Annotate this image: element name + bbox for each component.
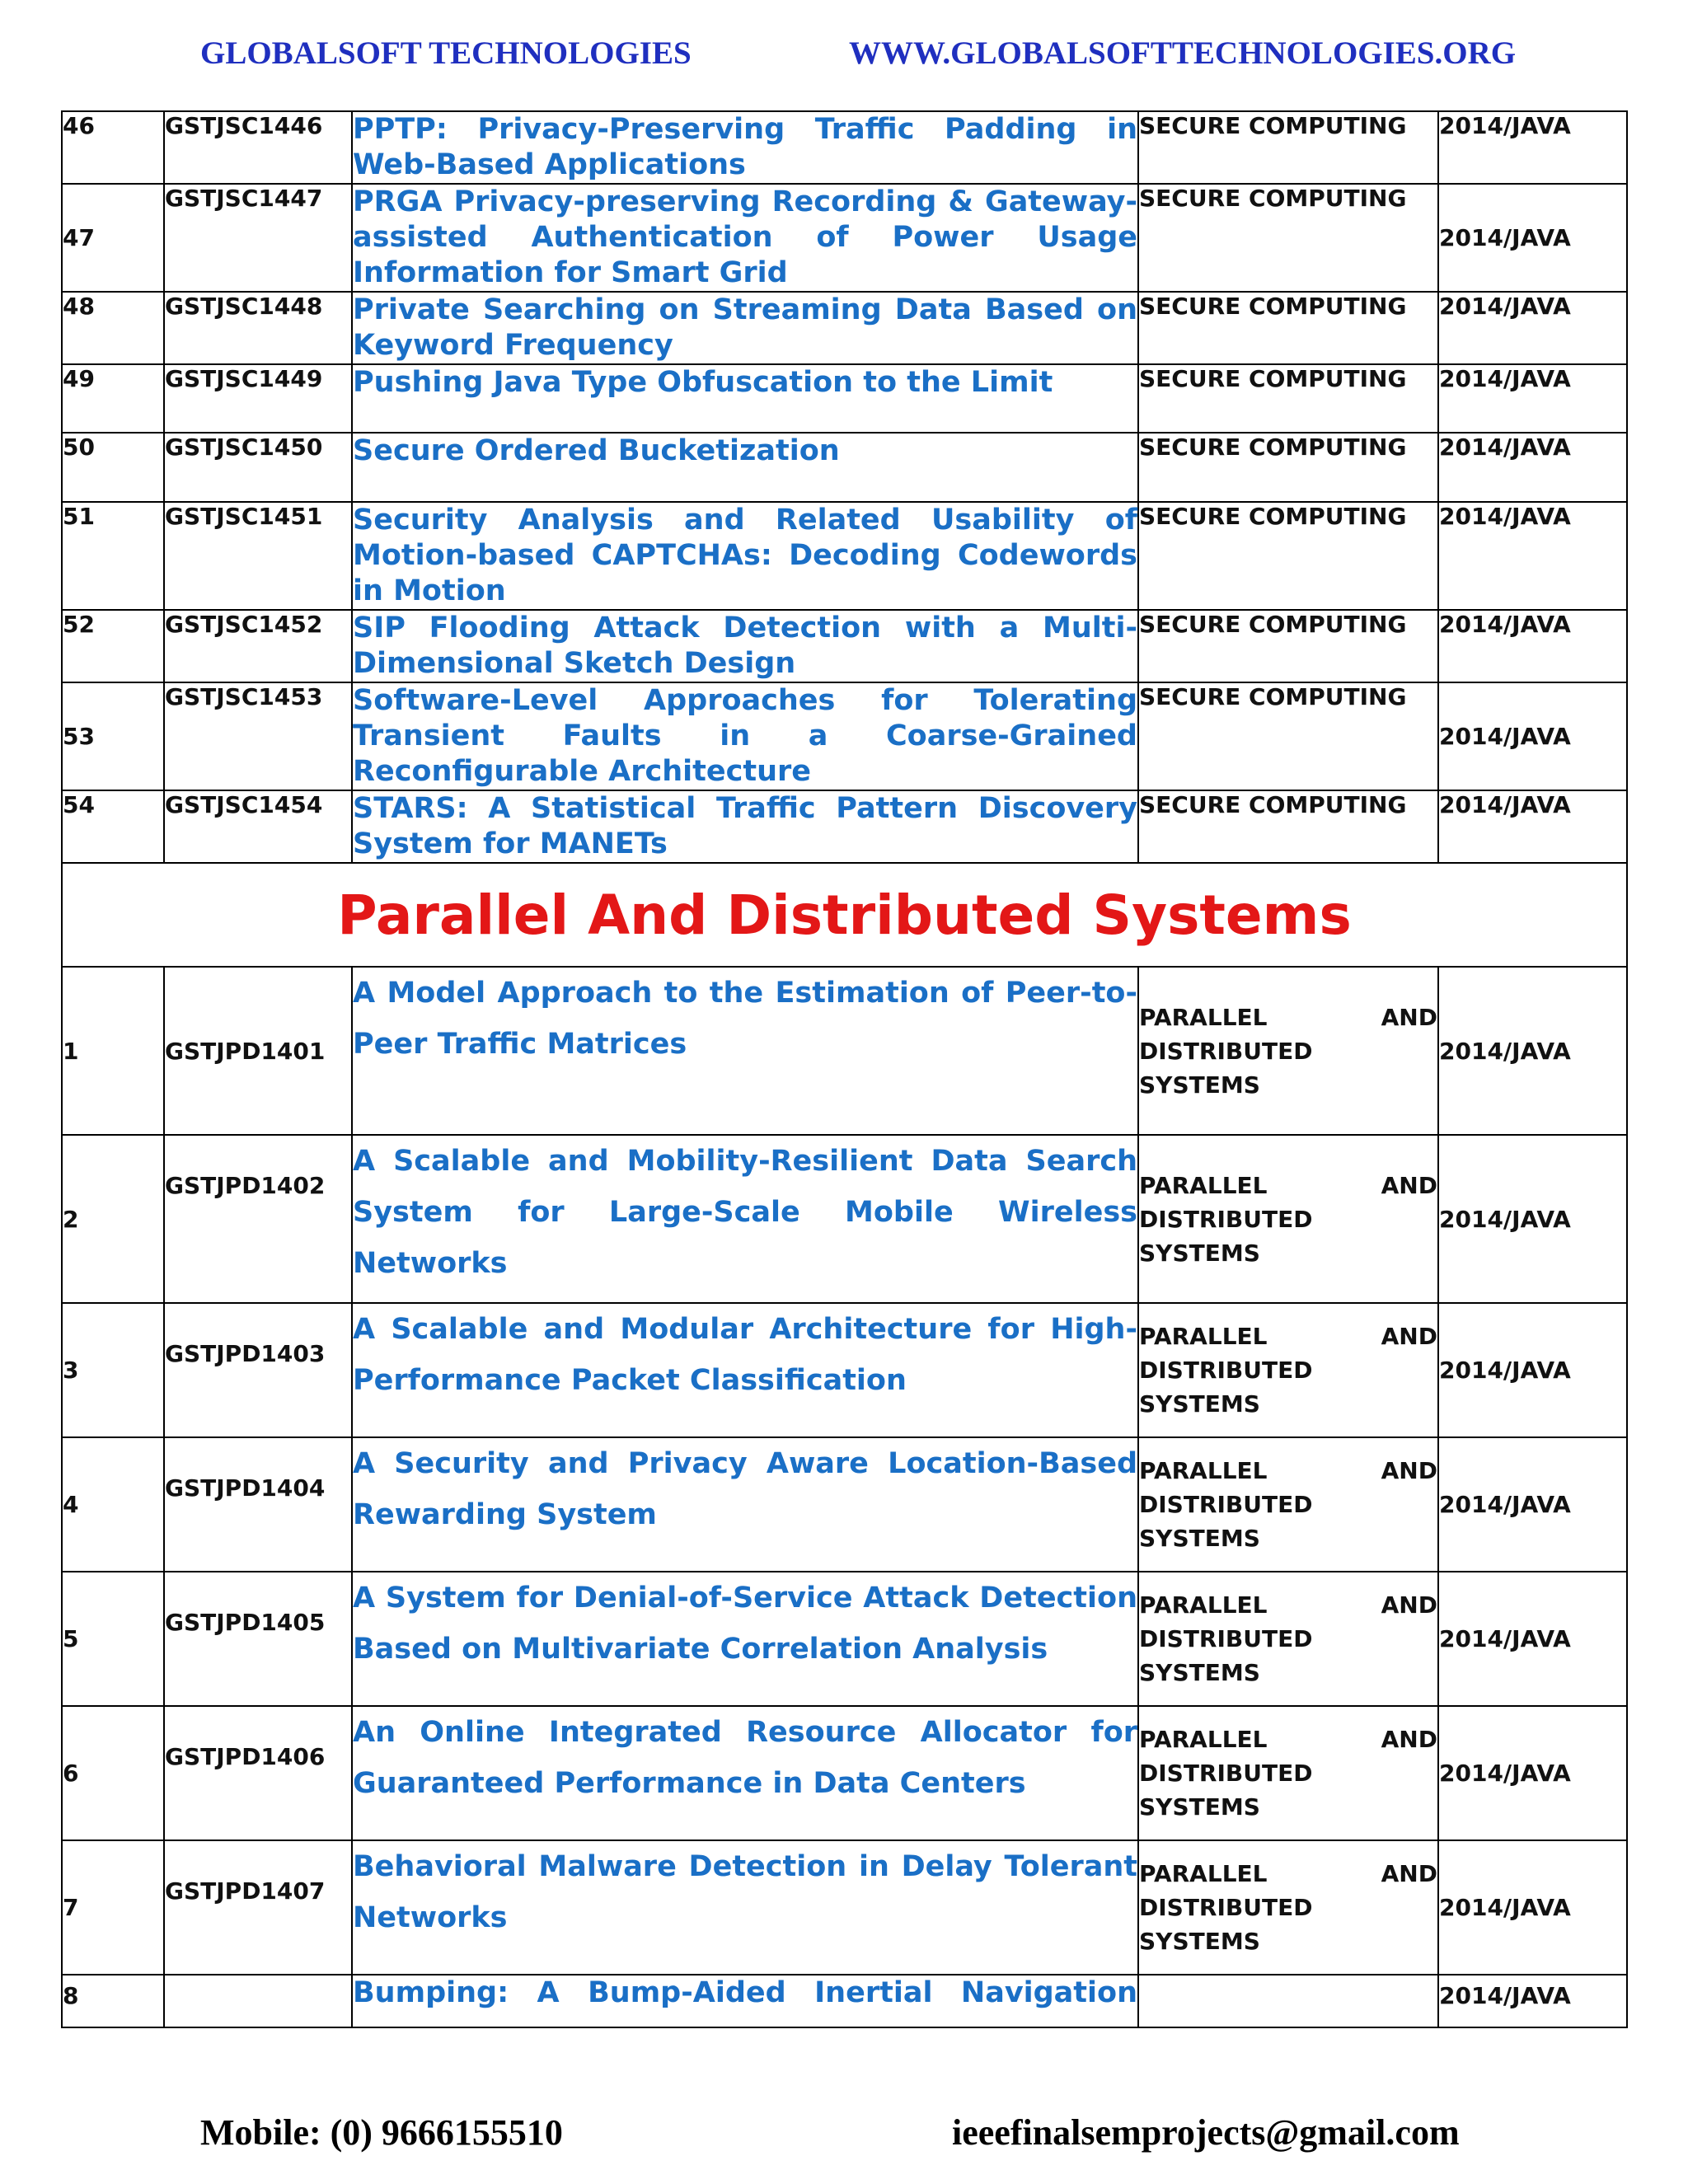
section-heading: Parallel And Distributed Systems [62,863,1627,967]
table-row [62,1975,1627,2027]
project-code: GSTJPD1405 [164,1572,352,1706]
project-domain: SECURE COMPUTING [1138,502,1438,610]
project-code: GSTJSC1451 [164,502,352,610]
domain-line: DISTRIBUTED SYSTEMS [1139,1357,1313,1418]
project-domain: SECURE COMPUTING [1138,433,1438,502]
domain-word: PARALLEL [1139,1860,1268,1887]
website-url: WWW.GLOBALSOFTTECHNOLOGIES.ORG [849,35,1517,71]
project-year: 2014/JAVA [1438,1840,1627,1975]
row-number: 50 [62,433,164,502]
project-title: A Security and Privacy Aware Location-Based Rewarding System [352,1437,1138,1572]
domain-word: PARALLEL [1139,1171,1268,1199]
project-code: GSTJPD1401 [164,967,352,1135]
project-code: GSTJSC1449 [164,364,352,433]
project-domain [1138,1303,1438,1437]
project-year: 2014/JAVA [1438,1135,1627,1303]
project-domain [1138,967,1438,1135]
project-code: GSTJPD1407 [164,1840,352,1975]
domain-line: DISTRIBUTED SYSTEMS [1139,1894,1313,1955]
project-table [61,110,1628,2028]
project-code: GSTJSC1454 [164,790,352,863]
project-code: GSTJSC1452 [164,610,352,682]
domain-word: AND [1381,1726,1437,1753]
table-row [62,1840,1627,1975]
project-title: PRGA Privacy-preserving Recording & Gateway-assisted Authentication of Power Usage Information for Smart Grid [352,184,1138,292]
project-year: 2014/JAVA [1438,111,1627,184]
project-title: Private Searching on Streaming Data Based on Keyword Frequency [352,292,1138,364]
domain-line: DISTRIBUTED SYSTEMS [1139,1491,1313,1552]
project-title: An Online Integrated Resource Allocator for Guaranteed Performance in Data Centers [352,1706,1138,1840]
domain-word: PARALLEL [1139,1003,1268,1031]
project-year: 2014/JAVA [1438,682,1627,790]
row-number: 2 [62,1135,164,1303]
domain-line: DISTRIBUTED SYSTEMS [1139,1625,1313,1686]
project-code: GSTJSC1453 [164,682,352,790]
project-code: GSTJSC1450 [164,433,352,502]
project-title: Pushing Java Type Obfuscation to the Limit [352,364,1138,433]
project-domain: SECURE COMPUTING [1138,292,1438,364]
row-number: 4 [62,1437,164,1572]
project-domain [1138,1975,1438,2027]
project-title: A Model Approach to the Estimation of Peer-to-Peer Traffic Matrices [352,967,1138,1135]
project-title: Behavioral Malware Detection in Delay Tolerant Networks [352,1840,1138,1975]
row-number: 7 [62,1840,164,1975]
row-number: 6 [62,1706,164,1840]
domain-word: AND [1381,1003,1437,1031]
table-row [62,502,1627,610]
project-title: A System for Denial-of-Service Attack Detection Based on Multivariate Correlation Analysis [352,1572,1138,1706]
table-row [62,433,1627,502]
contact-email: ieeefinalsemprojects@gmail.com [952,2112,1460,2153]
project-domain: SECURE COMPUTING [1138,610,1438,682]
project-code: GSTJSC1446 [164,111,352,184]
row-number: 5 [62,1572,164,1706]
row-number: 46 [62,111,164,184]
project-title: A Scalable and Modular Architecture for High-Performance Packet Classification [352,1303,1138,1437]
project-domain: SECURE COMPUTING [1138,184,1438,292]
project-domain [1138,1706,1438,1840]
project-code: GSTJPD1404 [164,1437,352,1572]
project-code: GSTJSC1448 [164,292,352,364]
domain-word: AND [1381,1171,1437,1199]
row-number: 54 [62,790,164,863]
table-row [62,111,1627,184]
domain-word: PARALLEL [1139,1457,1268,1484]
domain-line: DISTRIBUTED SYSTEMS [1139,1037,1313,1099]
project-domain: SECURE COMPUTING [1138,682,1438,790]
project-title: Security Analysis and Related Usability of Motion-based CAPTCHAs: Decoding Codewords in Motion [352,502,1138,610]
project-year: 2014/JAVA [1438,1975,1627,2027]
project-year: 2014/JAVA [1438,1303,1627,1437]
project-domain: SECURE COMPUTING [1138,790,1438,863]
project-title: A Scalable and Mobility-Resilient Data Search System for Large-Scale Mobile Wireless Networks [352,1135,1138,1303]
row-number: 53 [62,682,164,790]
domain-line: DISTRIBUTED SYSTEMS [1139,1205,1313,1267]
project-year: 2014/JAVA [1438,433,1627,502]
project-domain: SECURE COMPUTING [1138,364,1438,433]
domain-word: PARALLEL [1139,1323,1268,1350]
project-domain [1138,1840,1438,1975]
domain-word: AND [1381,1860,1437,1887]
project-code: GSTJPD1403 [164,1303,352,1437]
project-year: 2014/JAVA [1438,1437,1627,1572]
row-number: 47 [62,184,164,292]
row-number: 48 [62,292,164,364]
project-year: 2014/JAVA [1438,1706,1627,1840]
project-code: GSTJPD1406 [164,1706,352,1840]
project-domain: SECURE COMPUTING [1138,111,1438,184]
domain-line: DISTRIBUTED SYSTEMS [1139,1760,1313,1821]
domain-word: PARALLEL [1139,1591,1268,1619]
table-row [62,184,1627,292]
domain-word: AND [1381,1323,1437,1350]
domain-word: PARALLEL [1139,1726,1268,1753]
project-title: SIP Flooding Attack Detection with a Multi-Dimensional Sketch Design [352,610,1138,682]
project-domain [1138,1135,1438,1303]
project-title: Secure Ordered Bucketization [352,433,1138,502]
project-code: GSTJSC1447 [164,184,352,292]
row-number: 52 [62,610,164,682]
section-row [62,863,1627,967]
table-row [62,610,1627,682]
project-year: 2014/JAVA [1438,502,1627,610]
table-row [62,1572,1627,1706]
project-title: Software-Level Approaches for Tolerating Transient Faults in a Coarse-Grained Reconfigurable Architecture [352,682,1138,790]
project-code: GSTJPD1402 [164,1135,352,1303]
project-title: Bumping: A Bump-Aided Inertial Navigation [352,1975,1138,2027]
project-year: 2014/JAVA [1438,292,1627,364]
project-title: STARS: A Statistical Traffic Pattern Discovery System for MANETs [352,790,1138,863]
mobile-number: Mobile: (0) 9666155510 [200,2112,563,2153]
domain-word: AND [1381,1591,1437,1619]
project-title: PPTP: Privacy-Preserving Traffic Padding in Web-Based Applications [352,111,1138,184]
project-year: 2014/JAVA [1438,184,1627,292]
table-row [62,1135,1627,1303]
table-row [62,1706,1627,1840]
project-year: 2014/JAVA [1438,790,1627,863]
table-row [62,790,1627,863]
table-row [62,364,1627,433]
table-row [62,682,1627,790]
row-number: 49 [62,364,164,433]
project-domain [1138,1572,1438,1706]
project-domain [1138,1437,1438,1572]
page-header [0,35,1688,84]
table-row [62,1303,1627,1437]
row-number: 51 [62,502,164,610]
row-number: 3 [62,1303,164,1437]
table-row [62,967,1627,1135]
project-year: 2014/JAVA [1438,610,1627,682]
project-year: 2014/JAVA [1438,1572,1627,1706]
row-number: 1 [62,967,164,1135]
project-year: 2014/JAVA [1438,364,1627,433]
project-code [164,1975,352,2027]
table-row [62,1437,1627,1572]
row-number: 8 [62,1975,164,2027]
project-year: 2014/JAVA [1438,967,1627,1135]
company-name: GLOBALSOFT TECHNOLOGIES [200,35,692,71]
domain-word: AND [1381,1457,1437,1484]
table-row [62,292,1627,364]
